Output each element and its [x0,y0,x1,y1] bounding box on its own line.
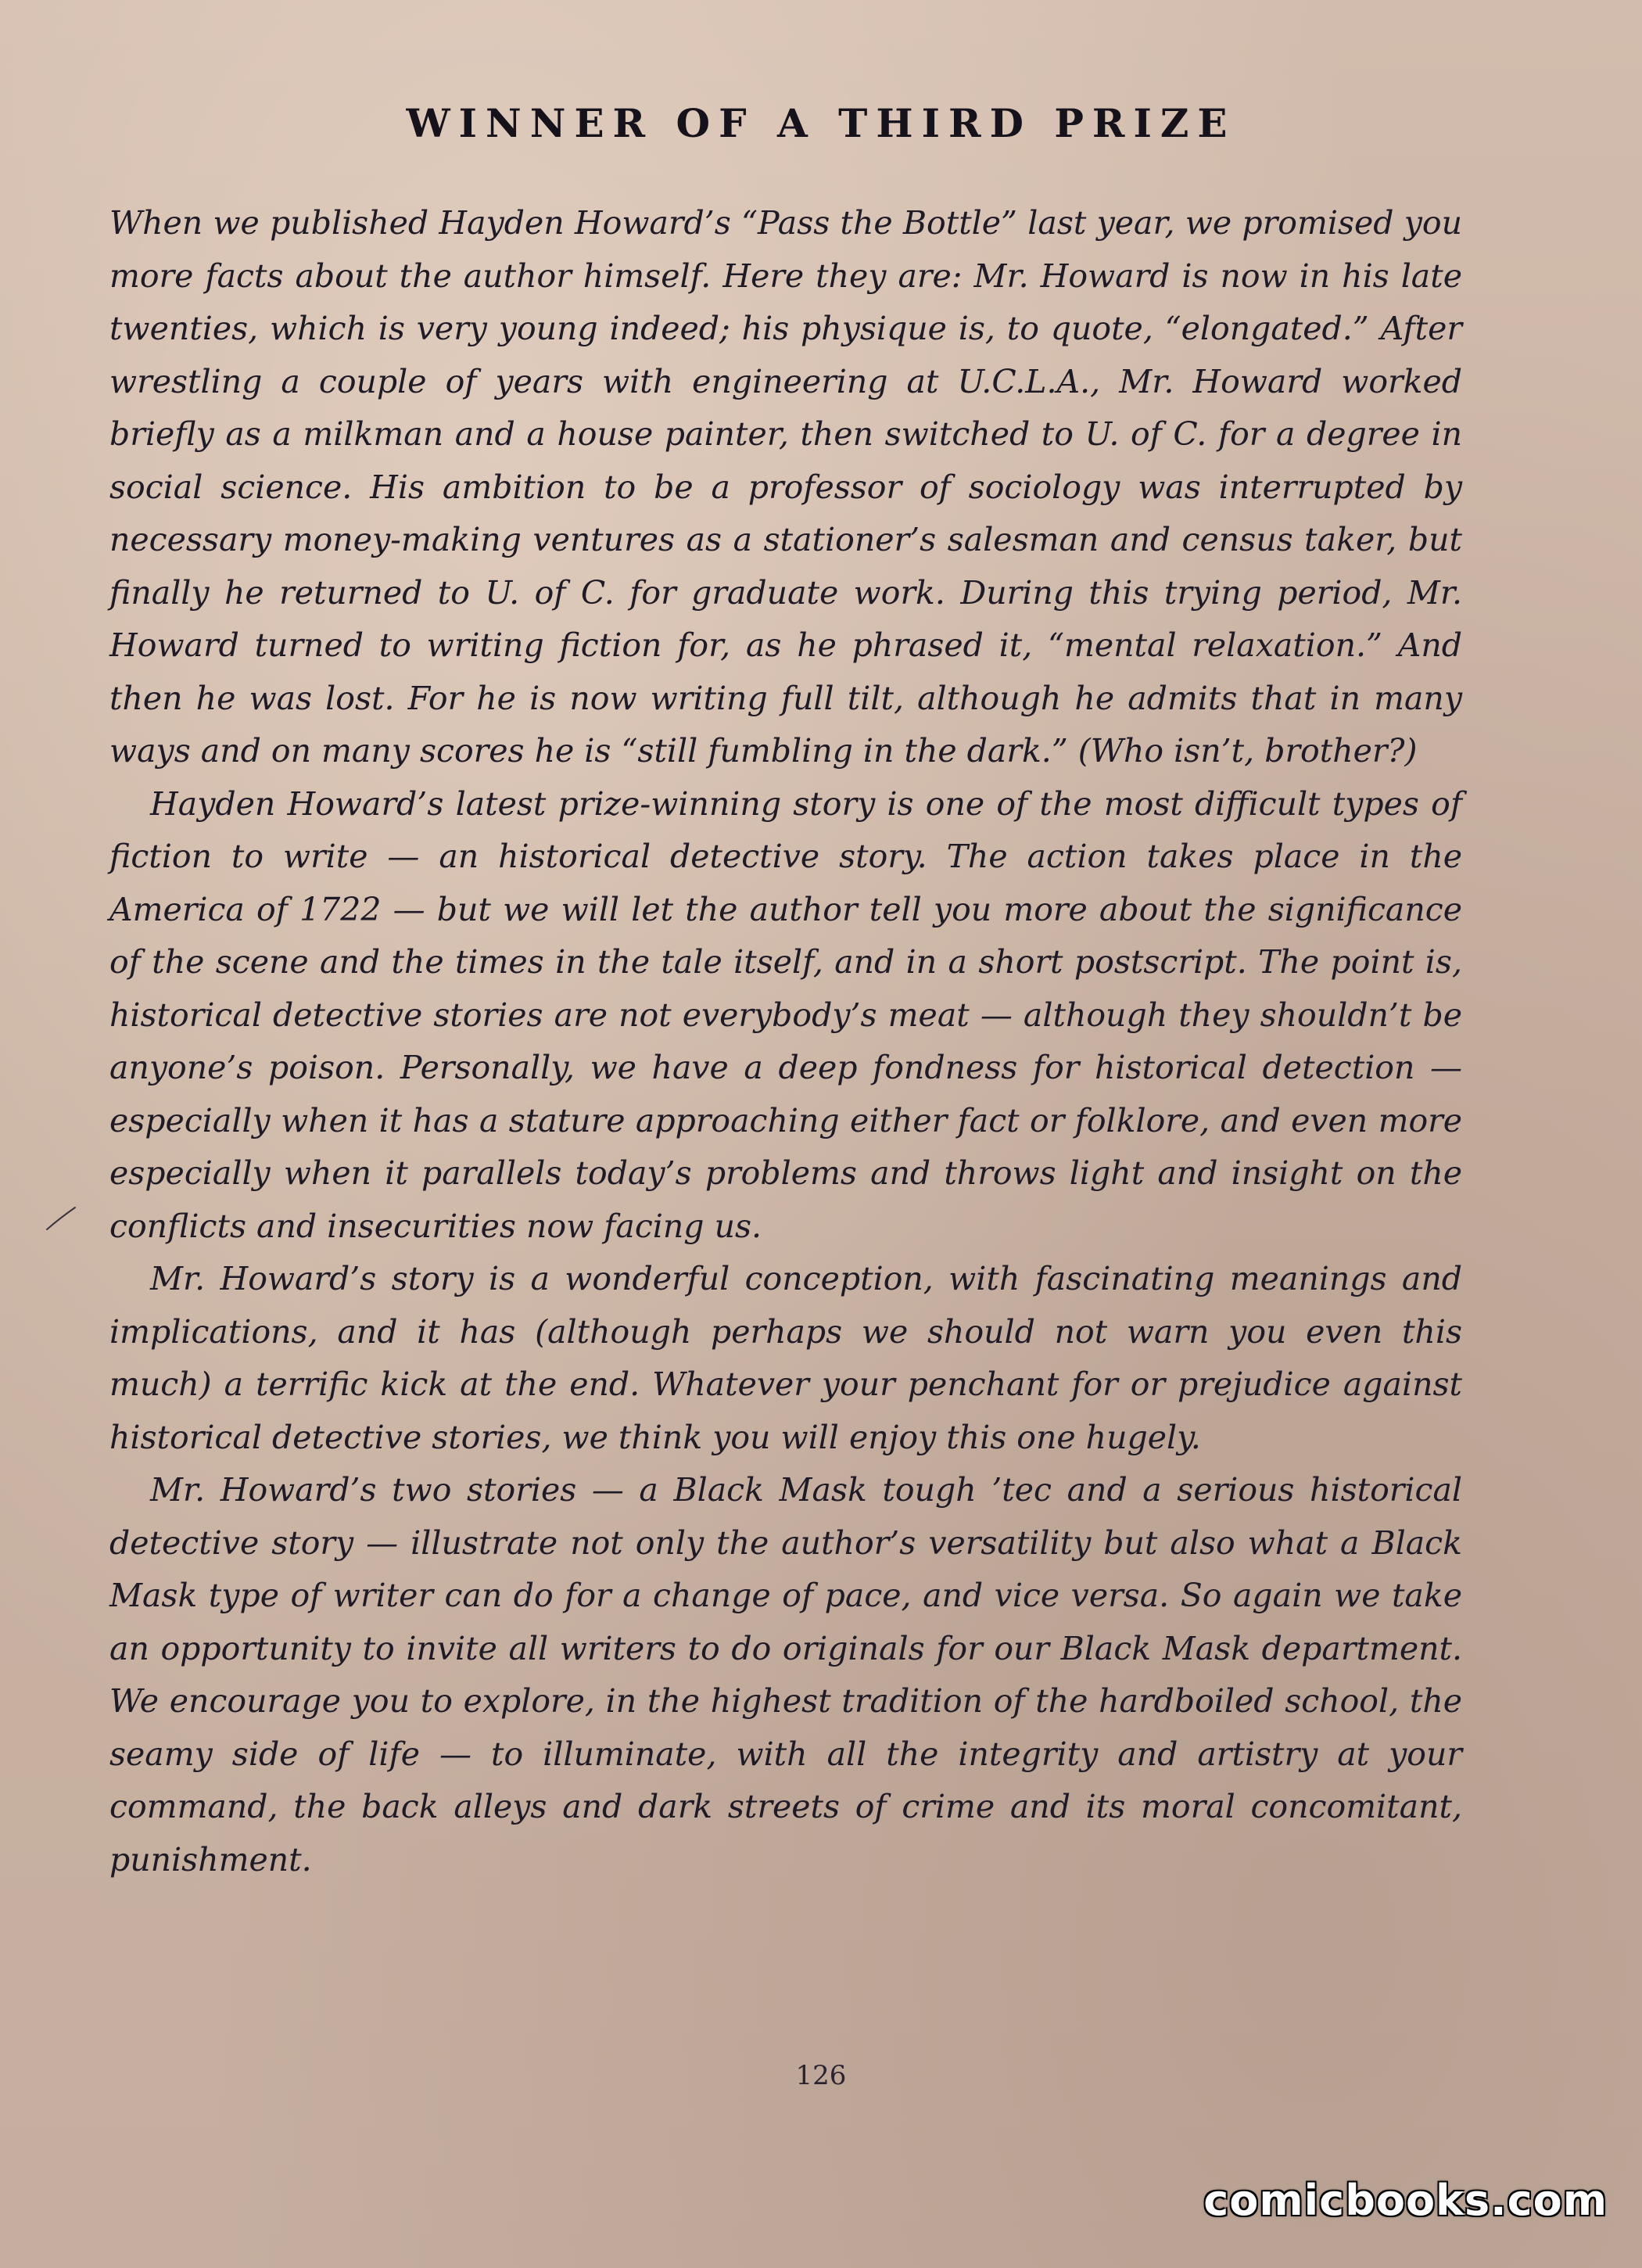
paragraph-story-praise: Mr. Howard’s story is a wonderful conception, with fascinating meanings and implications, and it has (although perhaps we should not warn you even this much) a terrific kick at the end. Whatever your penchant for or prejudice against historical detective stories, we think you will enjoy this one hugely. [109,1260,1462,1456]
article-body [109,197,1462,1886]
page-heading: WINNER OF A THIRD PRIZE [406,100,1236,146]
site-watermark: comicbooks.com [1203,2176,1608,2225]
paragraph-author-bio: When we published Hayden Howard’s “Pass the Bottle” last year, we promised you more facts about the author himself. Here they are: Mr. Howard is now in his late twenties, which is very young indeed; his physique is, to quote, “elongated.” After wrestling a couple of years with engineering at U.C.L.A., Mr. Howard worked briefly as a milkman and a house painter, then switched to U. of C. for a degree in social science. His ambition to be a professor of sociology was interrupted by necessary money-making ventures as a stationer’s salesman and census taker, but finally he returned to U. of C. for graduate work. During this trying period, Mr. Howard turned to writing fiction for, as he phrased it, “mental relaxation.” And then he was lost. For he is now writing full tilt, although he admits that in many ways and on many scores he is “still fumbling in the dark.” (Who isn’t, brother?) [109,204,1462,770]
pen-mark [45,1204,77,1231]
page-number: 126 [795,2060,847,2091]
paragraph-invitation: Mr. Howard’s two stories — a Black Mask tough ’tec and a serious historical detective story — illustrate not only the author’s versatility but also what a Black Mask type of writer can do for a change of pace, and vice versa. So again we take an opportunity to invite all writers to do originals for our Black Mask department. We encourage you to explore, in the highest tradition of the hardboiled school, the seamy side of life — to illuminate, with all the integrity and artistry at your command, the back alleys and dark streets of crime and its moral concomitant, punishment. [109,1471,1462,1879]
paragraph-story-intro: Hayden Howard’s latest prize-winning story is one of the most difficult types of fiction to write — an historical detective story. The action takes place in the America of 1722 — but we will let the author tell you more about the significance of the scene and the times in the tale itself, and in a short postscript. The point is, historical detective stories are not everybody’s meat — although they shouldn’t be anyone’s poison. Personally, we have a deep fondness for historical detection — especially when it has a stature approaching either fact or folklore, and even more especially when it parallels today’s problems and throws light and insight on the conflicts and insecurities now facing us. [109,784,1462,1245]
